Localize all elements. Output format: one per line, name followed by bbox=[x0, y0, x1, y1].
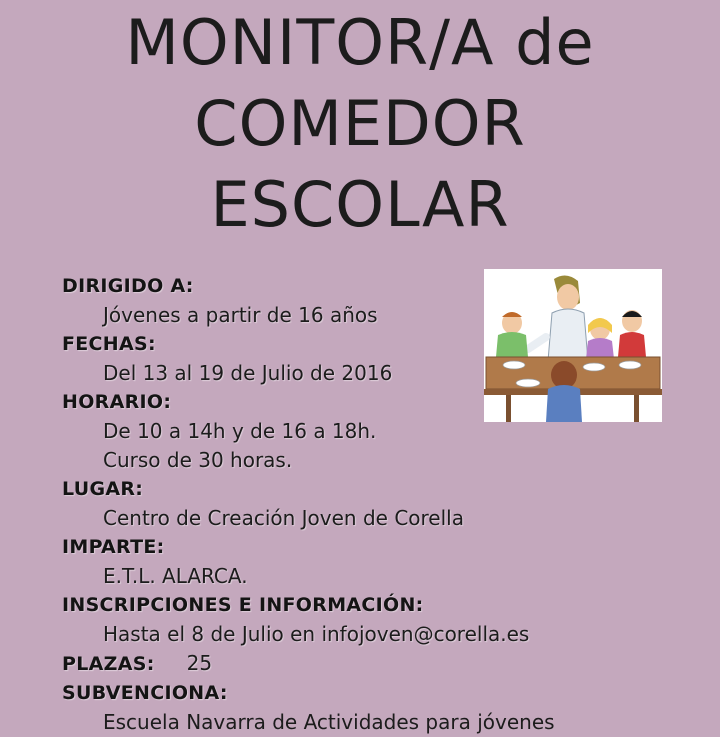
dirigido-label: DIRIGIDO A: bbox=[62, 275, 194, 297]
imparte-value: E.T.L. ALARCA. bbox=[103, 564, 248, 588]
subvenciona-value: Escuela Navarra de Actividades para jóvenes bbox=[103, 710, 555, 734]
fechas-label: FECHAS: bbox=[62, 333, 156, 355]
dirigido-value: Jóvenes a partir de 16 años bbox=[103, 303, 378, 327]
fechas-value: Del 13 al 19 de Julio de 2016 bbox=[103, 361, 393, 385]
imparte-label: IMPARTE: bbox=[62, 536, 165, 558]
title-line-3: ESCOLAR bbox=[210, 168, 510, 241]
plazas-row bbox=[62, 649, 702, 679]
horario-value-1: De 10 a 14h y de 16 a 18h. bbox=[103, 419, 377, 443]
title-line-2: COMEDOR bbox=[194, 87, 526, 160]
plazas-value: 25 bbox=[186, 651, 213, 675]
canteen-illustration-svg bbox=[484, 269, 662, 422]
inscripciones-label: INSCRIPCIONES E INFORMACIÓN: bbox=[62, 594, 424, 616]
plazas-label: PLAZAS: bbox=[62, 653, 155, 675]
horario-value-2: Curso de 30 horas. bbox=[103, 448, 293, 472]
lugar-value: Centro de Creación Joven de Corella bbox=[103, 506, 464, 530]
lugar-label: LUGAR: bbox=[62, 478, 144, 500]
poster-title bbox=[0, 2, 720, 245]
canteen-monitor-with-children-illustration bbox=[484, 269, 662, 422]
inscripciones-value: Hasta el 8 de Julio en infojoven@corella.es bbox=[103, 622, 530, 646]
horario-label: HORARIO: bbox=[62, 391, 172, 413]
title-line-1: MONITOR/A de bbox=[125, 6, 595, 79]
subvenciona-label: SUBVENCIONA: bbox=[62, 682, 228, 704]
